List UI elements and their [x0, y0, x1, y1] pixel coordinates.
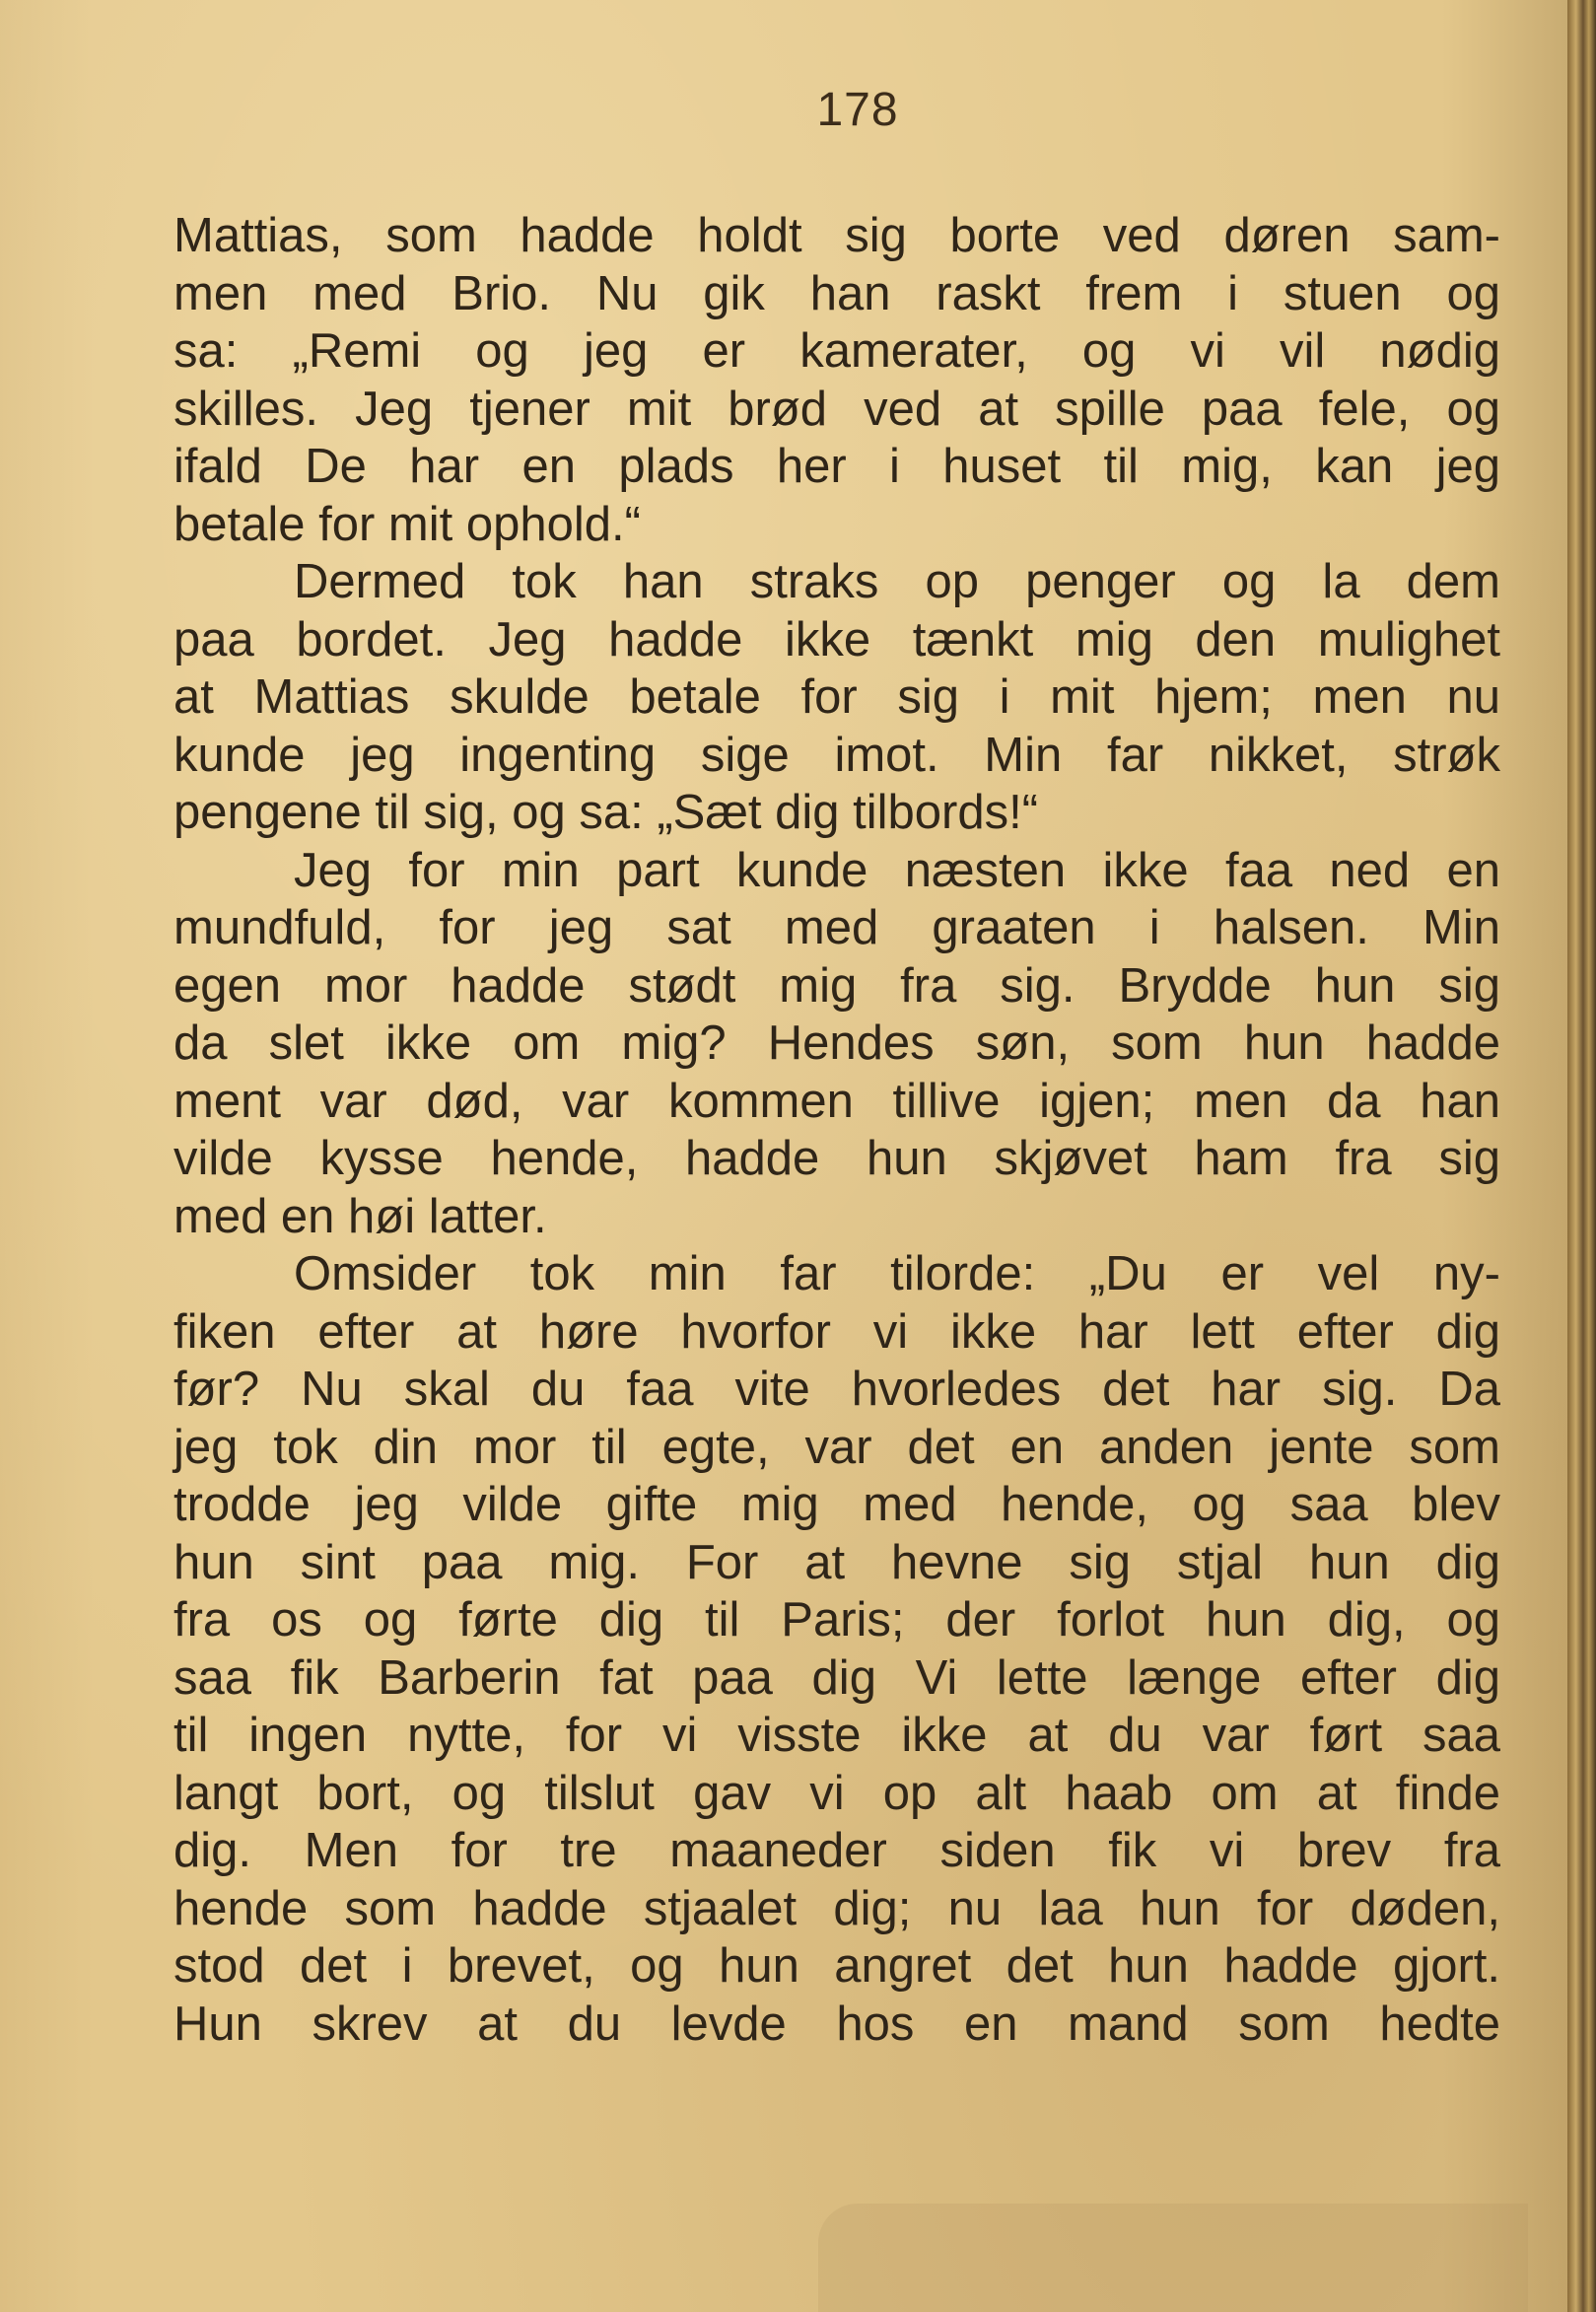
text-line: med en høi latter. [173, 1189, 547, 1243]
page-number: 178 [816, 84, 899, 136]
text-line: trodde jeg vilde gifte mig med hende, og saa blev [173, 1478, 1500, 1531]
text-line: ifald De har en plads her i huset til mig, kan jeg [173, 440, 1500, 493]
text-line: Hun skrev at du levde hos en mand som hedte [173, 1997, 1500, 2051]
text-line: dig. Men for tre maaneder siden fik vi brev fra [173, 1824, 1500, 1877]
text-line: betale for mit ophold.“ [173, 497, 641, 551]
text-line: fra os og førte dig til Paris; der forlot hun dig, og [173, 1593, 1500, 1646]
text-line: paa bordet. Jeg hadde ikke tænkt mig den mulighet [173, 612, 1500, 666]
text-line: ment var død, var kommen tillive igjen; men da han [173, 1074, 1500, 1128]
text-line: stod det i brevet, og hun angret det hun hadde gjort. [173, 1939, 1500, 1993]
text-line: pengene til sig, og sa: „Sæt dig tilbords!“ [173, 786, 1039, 839]
text-line: til ingen nytte, for vi visste ikke at du var ført saa [173, 1709, 1500, 1762]
text-line: saa fik Barberin fat paa dig Vi lette længe efter dig [173, 1650, 1500, 1705]
text-line: hende som hadde stjaalet dig; nu laa hun for døden, [173, 1881, 1500, 1935]
text-line: da slet ikke om mig? Hendes søn, som hun hadde [173, 1016, 1500, 1070]
text-line: men med Brio. Nu gik han raskt frem i stuen og [173, 266, 1500, 320]
text-line: hun sint paa mig. For at hevne sig stjal hun dig [173, 1535, 1500, 1589]
text-line: langt bort, og tilslut gav vi op alt haab om at finde [173, 1766, 1500, 1820]
text-line: før? Nu skal du faa vite hvorledes det har sig. Da [173, 1363, 1500, 1416]
text-line: skilles. Jeg tjener mit brød ved at spille paa fele, og [173, 382, 1500, 436]
text-line: Omsider tok min far tilorde: „Du er vel ny- [294, 1247, 1500, 1300]
paper-stain [818, 2204, 1528, 2312]
text-line: at Mattias skulde betale for sig i mit hjem; men nu [173, 670, 1500, 724]
text-line: Jeg for min part kunde næsten ikke faa ned en [294, 843, 1500, 897]
text-line: sa: „Remi og jeg er kamerater, og vi vil nødig [173, 324, 1500, 378]
text-line: mundfuld, for jeg sat med graaten i halsen. Min [173, 901, 1500, 954]
text-line: fiken efter at høre hvorfor vi ikke har lett efter dig [173, 1304, 1500, 1359]
text-line: egen mor hadde stødt mig fra sig. Brydde hun sig [173, 958, 1500, 1013]
text-line: jeg tok din mor til egte, var det en anden jente som [173, 1420, 1500, 1474]
text-line: Dermed tok han straks op penger og la dem [294, 555, 1500, 608]
text-line: kunde jeg ingenting sige imot. Min far nikket, strøk [173, 728, 1500, 782]
book-page-edge [1567, 0, 1596, 2312]
body-text [173, 207, 1500, 2053]
text-line: vilde kysse hende, hadde hun skjøvet ham fra sig [173, 1132, 1500, 1185]
text-line: Mattias, som hadde holdt sig borte ved døren sam- [173, 209, 1500, 262]
